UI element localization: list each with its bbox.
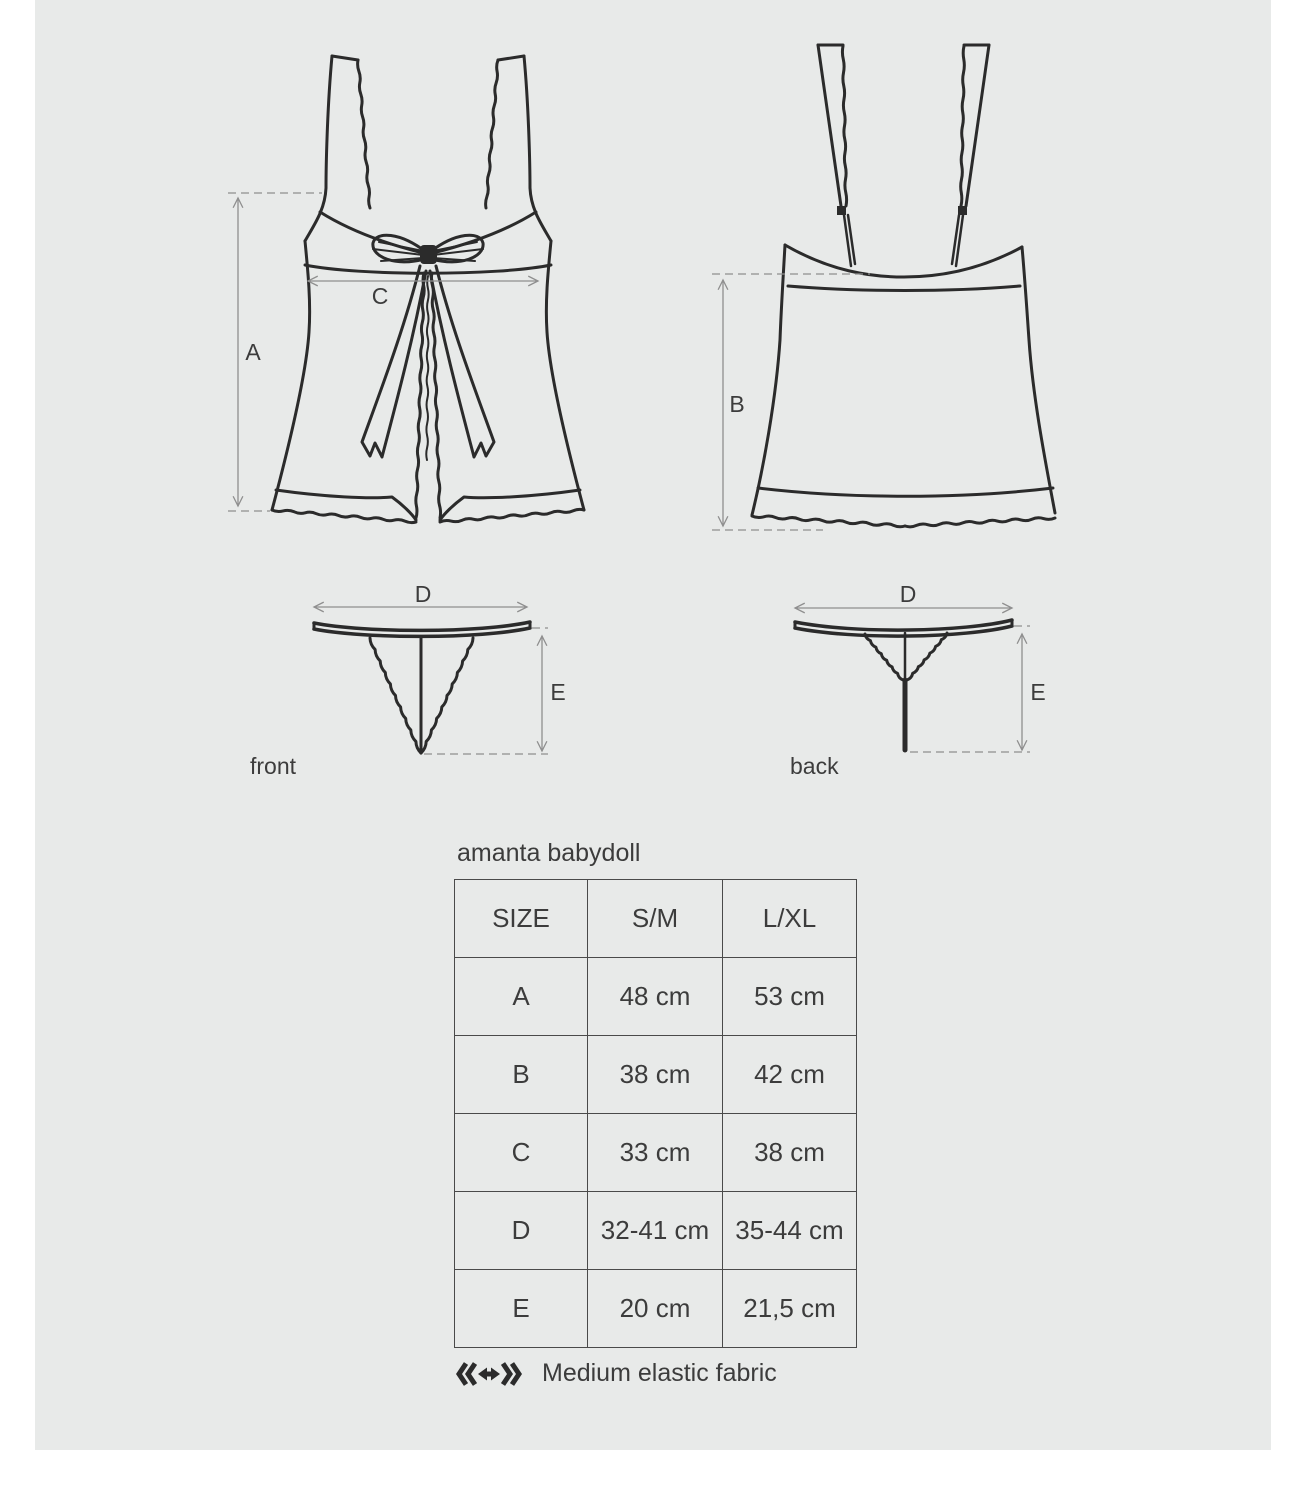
table-row bbox=[455, 958, 857, 1036]
table-row bbox=[455, 1192, 857, 1270]
panties-front-outline bbox=[314, 622, 530, 753]
header-cell-sm: S/M bbox=[588, 880, 723, 958]
left-hem-band bbox=[276, 490, 416, 520]
dim-cell: E bbox=[455, 1270, 588, 1348]
elastic-stretch-icon bbox=[456, 1361, 522, 1387]
dimension-d-label: D bbox=[899, 581, 917, 607]
left-side-seam bbox=[752, 245, 785, 515]
hem-lace bbox=[752, 516, 905, 527]
dimension-a-label: A bbox=[245, 339, 261, 365]
bow-knot bbox=[420, 245, 437, 264]
right-side-seam bbox=[1022, 247, 1055, 513]
scalloped-right-edge bbox=[907, 633, 947, 680]
lace-strap-edge bbox=[486, 60, 498, 208]
babydoll-front-diagram bbox=[220, 40, 640, 540]
waistband-top bbox=[795, 620, 1012, 630]
scalloped-left-edge bbox=[865, 634, 903, 680]
fabric-note-text: Medium elastic fabric bbox=[542, 1359, 777, 1387]
dim-cell: D bbox=[455, 1192, 588, 1270]
header-cell-size: SIZE bbox=[455, 880, 588, 958]
back-top-band bbox=[788, 286, 1020, 291]
value-cell: 32-41 cm bbox=[588, 1192, 723, 1270]
size-table bbox=[454, 879, 857, 1348]
back-top-edge bbox=[785, 245, 1022, 277]
waistband-top bbox=[314, 622, 530, 630]
right-hem-lace bbox=[440, 509, 584, 522]
value-cell: 35-44 cm bbox=[723, 1192, 857, 1270]
value-cell: 42 cm bbox=[723, 1036, 857, 1114]
babydoll-back-diagram bbox=[700, 40, 1120, 550]
lace-strap-edge bbox=[961, 46, 965, 206]
dimension-d-label: D bbox=[414, 581, 432, 607]
table-row bbox=[455, 1036, 857, 1114]
table-row bbox=[455, 1270, 857, 1348]
dimension-d-e bbox=[314, 581, 566, 754]
panties-back-diagram bbox=[740, 570, 1100, 800]
back-view-caption: back bbox=[790, 753, 839, 779]
value-cell: 33 cm bbox=[588, 1114, 723, 1192]
value-cell: 53 cm bbox=[723, 958, 857, 1036]
bottom-hem-band bbox=[758, 488, 1053, 496]
value-cell: 21,5 cm bbox=[723, 1270, 857, 1348]
dimension-e-label: E bbox=[1030, 679, 1046, 705]
dimension-c-label: C bbox=[371, 283, 389, 309]
value-cell: 20 cm bbox=[588, 1270, 723, 1348]
left-side-seam bbox=[272, 241, 310, 510]
right-side-seam bbox=[546, 241, 584, 510]
size-table-header-row bbox=[455, 880, 857, 958]
bow-right-ribbon bbox=[430, 266, 494, 457]
lace-strap-edge bbox=[842, 46, 846, 206]
underbust-seam bbox=[305, 265, 551, 273]
scalloped-left-edge bbox=[370, 638, 421, 753]
babydoll-front-outline bbox=[272, 56, 584, 523]
table-row bbox=[455, 1114, 857, 1192]
babydoll-back-outline bbox=[752, 45, 1055, 527]
dim-cell: B bbox=[455, 1036, 588, 1114]
strap-adjuster bbox=[958, 206, 967, 215]
size-table-block bbox=[454, 839, 857, 1388]
hem-lace bbox=[905, 518, 1055, 527]
dimension-b-label: B bbox=[729, 391, 745, 417]
panties-front-diagram bbox=[240, 570, 600, 800]
lace-strap-edge bbox=[358, 60, 370, 208]
center-tie bbox=[426, 276, 428, 460]
header-cell-lxl: L/XL bbox=[723, 880, 857, 958]
left-hem-lace bbox=[272, 510, 416, 523]
front-view-caption: front bbox=[250, 753, 297, 779]
value-cell: 38 cm bbox=[723, 1114, 857, 1192]
dimension-e-label: E bbox=[550, 679, 566, 705]
value-cell: 48 cm bbox=[588, 958, 723, 1036]
panties-back-outline bbox=[795, 620, 1012, 750]
value-cell: 38 cm bbox=[588, 1036, 723, 1114]
fabric-note bbox=[456, 1359, 857, 1388]
scalloped-right-edge bbox=[421, 638, 473, 753]
size-table-title: amanta babydoll bbox=[457, 839, 641, 867]
dim-cell: A bbox=[455, 958, 588, 1036]
strap-adjuster bbox=[837, 206, 846, 215]
dim-cell: C bbox=[455, 1114, 588, 1192]
